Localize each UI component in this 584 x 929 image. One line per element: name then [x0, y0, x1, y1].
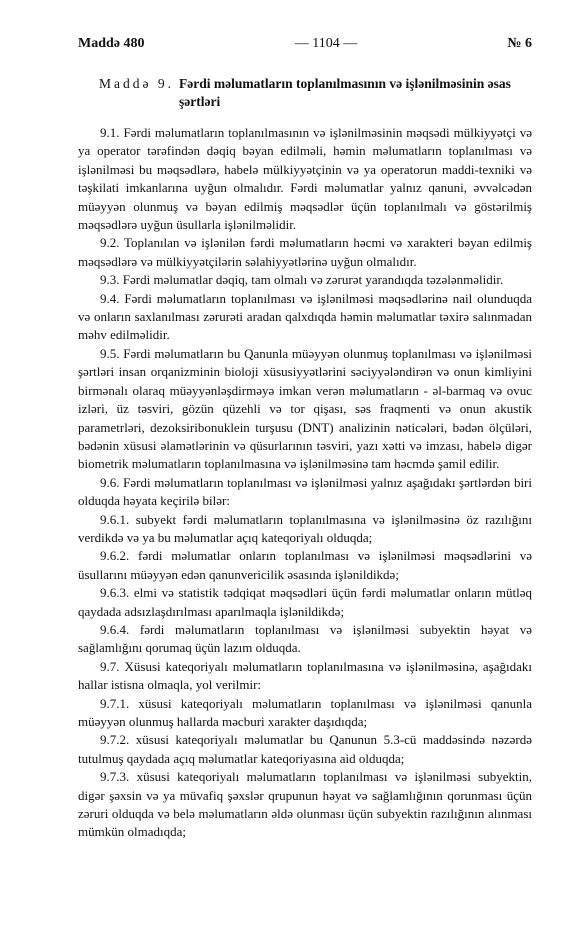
page-header — [78, 36, 532, 52]
paragraph-9-5: 9.5. Fərdi məlumatların bu Qanunla müəyyən olunmuş toplanılması və işlənilməsi şərtləri insan orqanizminin bioloji xüsusiyyətlərini səciyyələndirən və onun kimliyini birmənalı olaraq müəyyənləşdirməyə imkan verən məlumatların - əl-barmaq və ovuc izləri, üz təsviri, gözün qüzehli və tor qişası, səs fraqmenti və onun akustik parametrləri, dezoksiribonuklein turşusu (DNT) analizinin nəticələri, bədən ölçüləri, bədənin xüsusi əlamətlərinin və qüsurlarının təsviri, yazı xətti və imzası, habelə digər biometrik məlumatların toplanılmasına və işlənilməsinə tam həcmdə şamil edilir. — [78, 345, 532, 472]
paragraph-9-6-3: 9.6.3. elmi və statistik tədqiqat məqsədləri üçün fərdi məlumatlar onların mütləq qaydada adsızlaşdırılması aparılmaqla işlənildikdə; — [78, 585, 532, 619]
article-title: Fərdi məlumatların toplanılmasının və işlənilməsinin əsas şərtləri — [179, 76, 511, 109]
article-label: Maddə 9. — [99, 76, 174, 91]
paragraph-9-2: 9.2. Toplanılan və işlənilən fərdi məlumatların həcmi və xarakteri bəyan edilmiş məqsədlərə və mülkiyyətçilərin səlahiyyətlərinə uyğun olmalıdır. — [78, 235, 532, 269]
paragraph-9-7-2: 9.7.2. xüsusi kateqoriyalı məlumatlar bu Qanunun 5.3-cü maddəsində nəzərdə tutulmuş qaydada açıq məlumatlar kateqoriyasına aid olduqda; — [78, 732, 532, 766]
paragraph-9-6-2: 9.6.2. fərdi məlumatlar onların toplanılması və işlənilməsi məqsədlərini və üsullarını müəyyən edən qanunvericilik əsasında işlənildikdə; — [78, 548, 532, 582]
paragraph-9-7: 9.7. Xüsusi kateqoriyalı məlumatların toplanılmasına və işlənilməsinə, aşağıdakı hallar istisna olmaqla, yol verilmir: — [78, 658, 532, 693]
paragraph-9-7-3: 9.7.3. xüsusi kateqoriyalı məlumatların toplanılması və işlənilməsi subyektin, digər şəxsin və ya müvafiq şəxslər qrupunun həyat və sağlamlığının qorunması üçün zəruri olduqda və belə məlumatların əldə olunması üçün subyektin razılığının alınması mümkün olmadıqda; — [78, 769, 532, 840]
article-body — [78, 124, 532, 842]
article-heading — [78, 75, 532, 111]
paragraph-9-3: 9.3. Fərdi məlumatlar dəqiq, tam olmalı və zərurət yarandıqda təzələnməlidir. — [100, 272, 504, 288]
paragraph-9-1: 9.1. Fərdi məlumatların toplanılmasının və işlənilməsinin məqsədi mülkiyyətçi və ya operator tərəfindən dəqiq bəyan edilməli, həmin məlumatların toplanılması və işlənilməsi bu məqsədlərə, habelə mülkiyyətçinin və ya operatorun maddi-texniki və təşkilati imkanlarına uyğun olmalıdır. Fərdi məlumatlar yalnız qanuni, əvvəlcədən müəyyən olunmuş və bəyan edilmiş məqsədlər üçün toplanılmalı və göstərilmiş məqsədlərə uyğun üsullarla işlənilməlidir. — [78, 125, 532, 233]
paragraph-9-4: 9.4. Fərdi məlumatların toplanılması və işlənilməsi məqsədlərinə nail olunduqda və onların saxlanılması zərurəti aradan qalxdıqda həmin məlumatlar təxirə salınmadan məhv edilməlidir. — [78, 290, 532, 343]
paragraph-9-6-4: 9.6.4. fərdi məlumatların toplanılması və işlənilməsi subyektin həyat və sağlamlığını qorumaq üçün lazım olduqda. — [78, 621, 532, 656]
issue-number: № 6 — [507, 36, 532, 51]
page-number: — 1104 — — [294, 36, 358, 51]
paragraph-9-6: 9.6. Fərdi məlumatların toplanılması və işlənilməsi yalnız aşağıdakı şərtlərdən biri olduqda həyata keçirilə bilər: — [78, 474, 532, 509]
paragraph-9-6-1: 9.6.1. subyekt fərdi məlumatların toplanılmasına və işlənilməsinə öz razılığını verdikdə və ya bu məlumatlar açıq kateqoriyalı olduqda; — [78, 511, 532, 545]
document-number: Maddə 480 — [78, 36, 145, 51]
paragraph-9-7-1: 9.7.1. xüsusi kateqoriyalı məlumatların toplanılması və işlənilməsi qanunla müəyyən olunmuş hallarda məcburi xarakter daşıdıqda; — [78, 695, 532, 729]
